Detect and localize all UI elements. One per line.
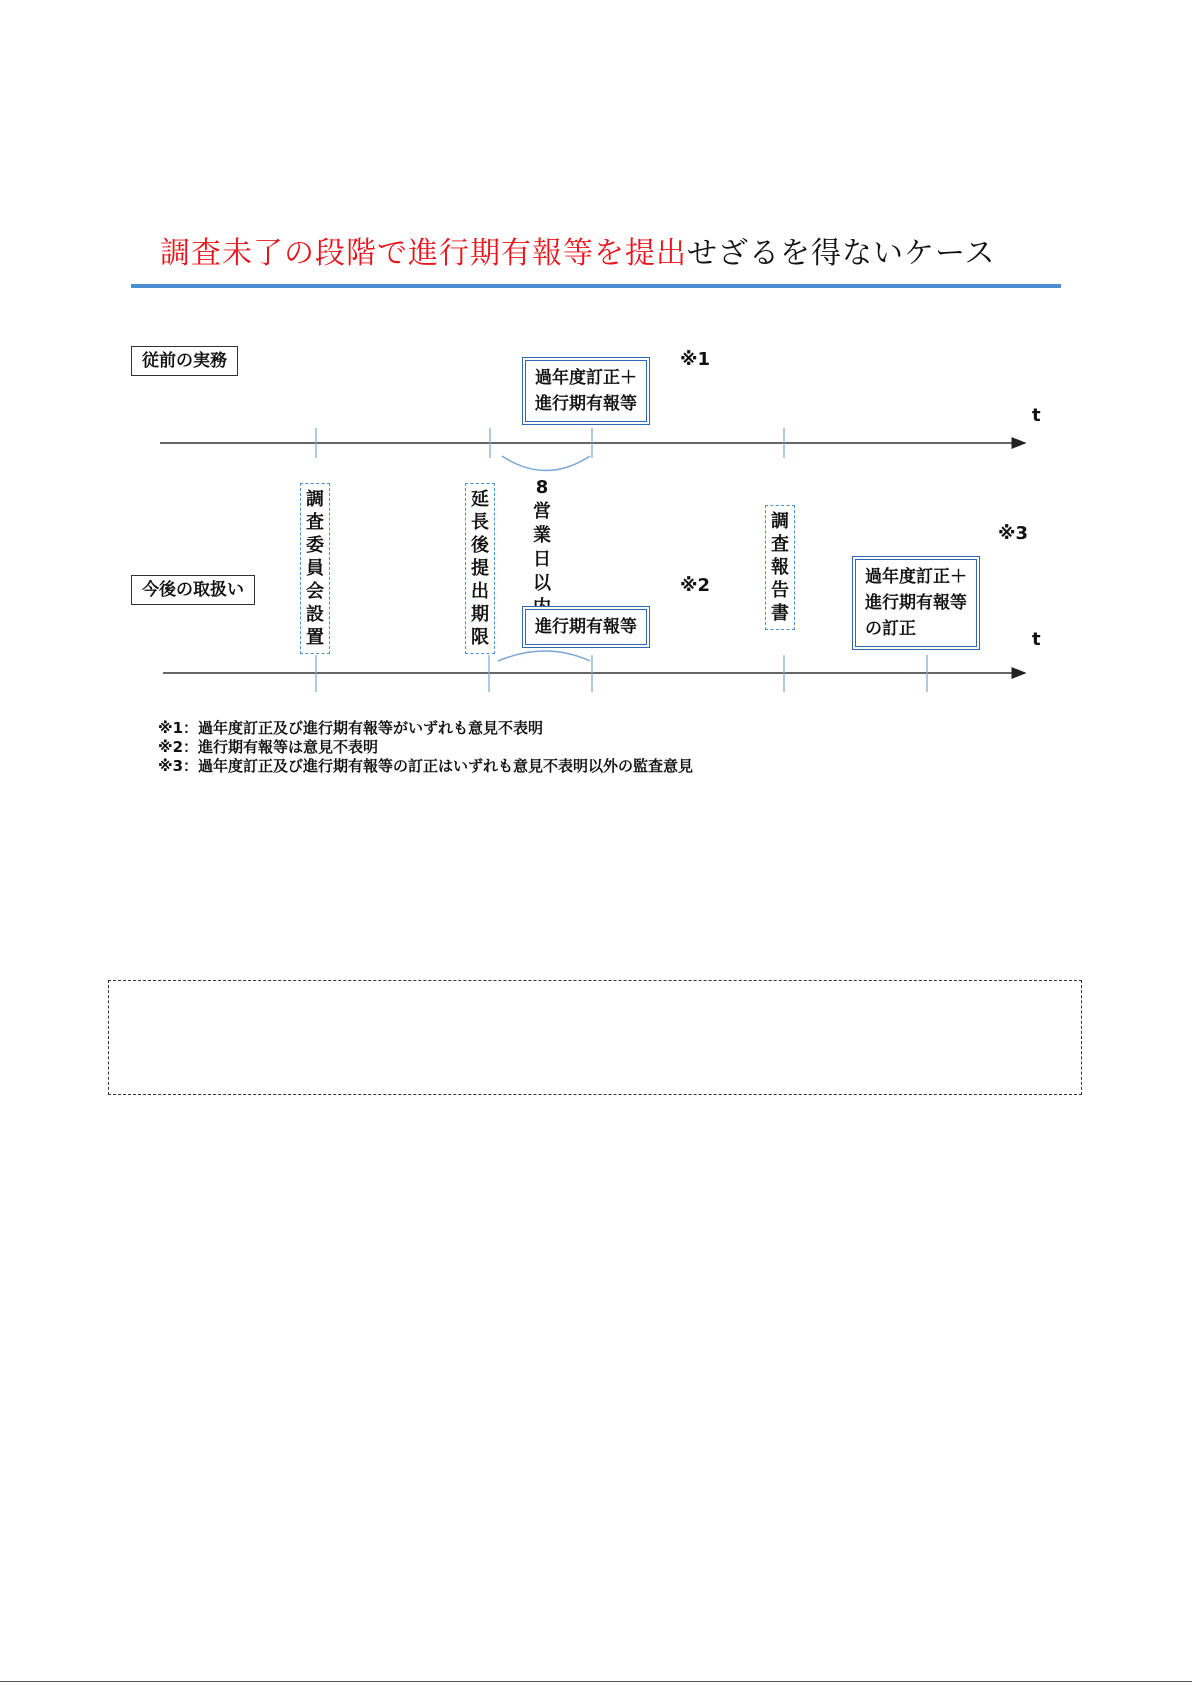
title-red-part: 調査未了の段階で進行期有報等を提出 bbox=[160, 236, 687, 271]
note-marker-1: ※1 bbox=[680, 349, 711, 370]
previous-filing-box bbox=[522, 357, 650, 425]
future-correction-line3: の訂正 bbox=[865, 619, 916, 639]
footnote-2: ※2：進行期有報等は意見不表明 bbox=[158, 738, 379, 756]
title-black-part: せざるを得ないケース bbox=[687, 236, 996, 271]
footnotes bbox=[158, 719, 693, 776]
future-filing-box bbox=[522, 606, 650, 648]
note-marker-2: ※2 bbox=[680, 575, 711, 596]
future-treatment-label: 今後の取扱い bbox=[131, 575, 255, 605]
lower-brace bbox=[498, 651, 590, 661]
empty-dotted-box bbox=[108, 980, 1082, 1095]
investigation-report-label: 調査報告書 bbox=[765, 505, 795, 630]
lower-axis-t-label: t bbox=[1032, 629, 1041, 650]
future-correction-box bbox=[852, 556, 980, 650]
upper-axis-t-label: t bbox=[1032, 405, 1041, 426]
future-filing-text: 進行期有報等 bbox=[535, 617, 637, 637]
note-marker-3: ※3 bbox=[998, 523, 1029, 544]
footnote-3: ※3：過年度訂正及び進行期有報等の訂正はいずれも意見不表明以外の監査意見 bbox=[158, 757, 694, 775]
upper-brace bbox=[502, 456, 590, 471]
future-correction-line1: 過年度訂正＋ bbox=[865, 567, 967, 587]
previous-filing-line2: 進行期有報等 bbox=[535, 394, 637, 414]
previous-filing-line1: 過年度訂正＋ bbox=[535, 368, 637, 388]
eight-business-days-label: 8営業日以 bbox=[533, 477, 551, 594]
committee-establishment-label: 調査委員会設置 bbox=[300, 483, 330, 654]
footnote-1: ※1：過年度訂正及び進行期有報等がいずれも意見不表明 bbox=[158, 719, 544, 737]
page-bottom-rule bbox=[0, 1681, 1192, 1682]
future-correction-line2: 進行期有報等 bbox=[865, 593, 967, 613]
extended-deadline-label: 延長後提出期限 bbox=[465, 483, 495, 654]
previous-practice-label: 従前の実務 bbox=[131, 346, 238, 376]
